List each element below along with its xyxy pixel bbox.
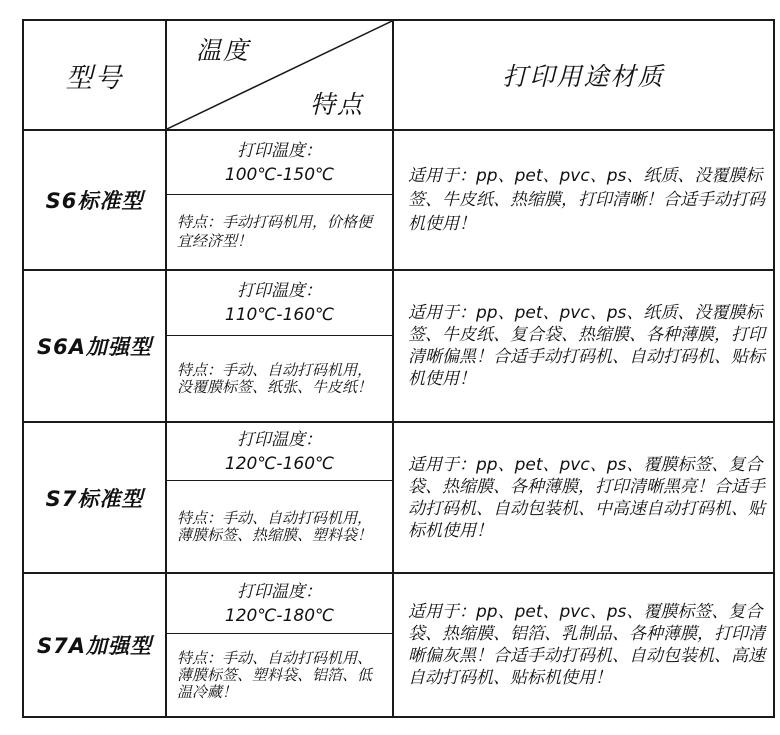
row-model-s7a: S7A加强型	[37, 634, 152, 658]
row-temp-s7a	[167, 574, 392, 633]
row-features-s6: 特点：手动打码机用，价格便宜经济型！	[177, 213, 373, 250]
row-features-s7a: 特点：手动、自动打码机用、薄膜标签、塑料袋、铝箔、低温冷藏！	[177, 648, 373, 701]
row-features-s6a: 特点：手动、自动打码机用，没覆膜标签、纸张、牛皮纸！	[177, 360, 373, 396]
product-spec-table	[22, 19, 775, 718]
temp-range: 100℃-150℃	[224, 164, 335, 185]
temp-range: 110℃-160℃	[224, 305, 335, 325]
row-features-s7: 特点：手动、自动打码机用，薄膜标签、热缩膜、塑料袋！	[177, 508, 373, 544]
temp-range: 120℃-160℃	[224, 453, 335, 474]
header-temperature: 温度	[196, 36, 251, 65]
row-temp-s6a	[167, 271, 392, 335]
temp-label: 打印温度：	[237, 581, 322, 602]
row-usage-s6: 适用于：pp、pet、pvc、ps、纸质、没覆膜标签、牛皮纸、热缩膜，打印清晰！合适手动打码机使用！	[408, 166, 765, 234]
row-usage-s7a: 适用于：pp、pet、pvc、ps、覆膜标签、复合袋、热缩膜、铝箔、乳制品、各种薄膜，打印清晰偏灰黑！合适手动打码机、自动包装机、高速自动打码机、贴标机使用！	[408, 602, 765, 688]
row-model-s6: S6标准型	[45, 189, 144, 213]
temp-label: 打印温度：	[237, 140, 322, 161]
header-usage: 打印用途材质	[502, 62, 665, 91]
row-model-s6a: S6A加强型	[37, 335, 152, 359]
temp-label: 打印温度：	[237, 281, 322, 301]
header-features: 特点	[310, 90, 365, 119]
header-model: 型号	[65, 62, 124, 94]
row-temp-s7	[167, 423, 392, 480]
row-usage-s7: 适用于：pp、pet、pvc、ps、覆膜标签、复合袋、热缩膜、各种薄膜，打印清晰黑亮！合适手动打码机、自动包装机、中高速自动打码机、贴标机使用！	[408, 454, 765, 541]
temp-range: 120℃-180℃	[224, 605, 335, 626]
row-usage-s6a: 适用于：pp、pet、pvc、ps、纸质、没覆膜标签、牛皮纸、复合袋、热缩膜、各种薄膜，打印清晰偏黑！合适手动打码机、自动打码机、贴标机使用！	[408, 303, 765, 389]
row-model-s7: S7标准型	[45, 486, 144, 511]
temp-label: 打印温度：	[237, 429, 322, 450]
row-temp-s6	[167, 131, 392, 194]
